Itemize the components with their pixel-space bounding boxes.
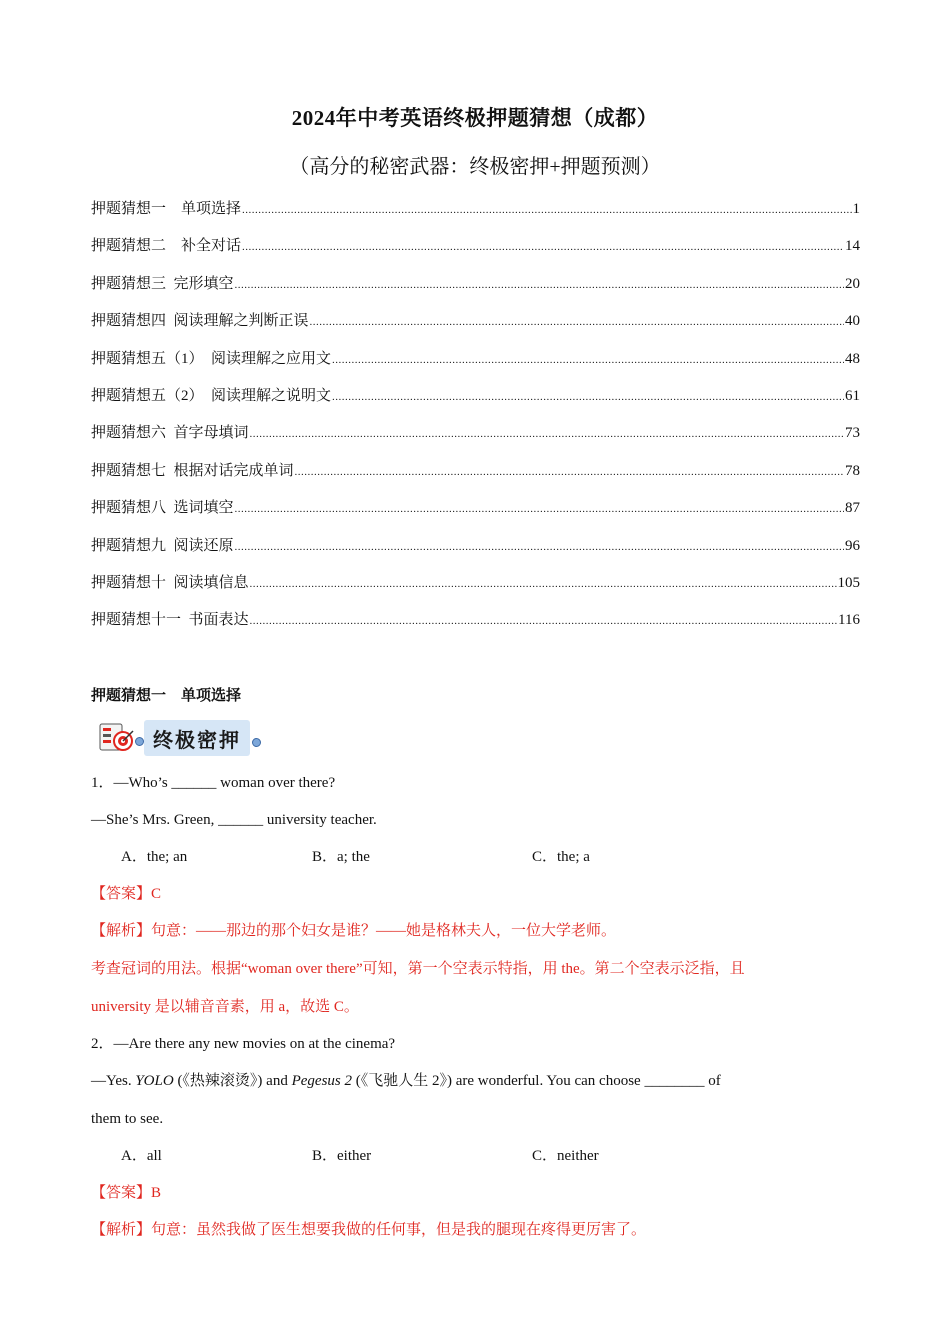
toc-entry[interactable] xyxy=(91,384,860,421)
toc-entry[interactable] xyxy=(91,234,860,271)
question-2-analysis xyxy=(91,1218,646,1242)
analysis-text: 句意：虽然我做了医生想要我做的任何事，但是我的腿现在疼得更厉害了。 xyxy=(151,1222,647,1238)
toc-page-number: 40 xyxy=(845,313,860,330)
question-1-prompt: 1．—Who’s ______ woman over there? xyxy=(91,775,336,791)
document-subtitle: （高分的秘密武器：终极密押+押题预测） xyxy=(289,156,661,178)
toc-entry-label: 押题猜想九 阅读还原 xyxy=(91,537,234,554)
toc-entry[interactable] xyxy=(91,421,860,458)
toc-leader xyxy=(235,273,844,297)
toc-page-number: 105 xyxy=(837,574,860,591)
toc-leader xyxy=(235,535,844,559)
target-board-icon xyxy=(99,722,135,754)
toc-page-number: 73 xyxy=(845,425,860,442)
question-1-reply: —She’s Mrs. Green, ______ university teacher. xyxy=(91,812,377,828)
toc-entry[interactable] xyxy=(91,608,860,645)
reply-text: (《飞驰人生 2》) are wonderful. You can choose ________ of xyxy=(352,1073,721,1089)
toc-page-number: 61 xyxy=(845,387,860,404)
toc-leader xyxy=(235,497,844,521)
toc-entry[interactable] xyxy=(91,534,860,571)
toc-entry-label: 押题猜想七 根据对话完成单词 xyxy=(91,462,294,479)
toc-leader xyxy=(250,422,844,446)
toc-leader xyxy=(242,235,844,259)
banner-label-box xyxy=(144,720,250,756)
toc-entry-label: 押题猜想四 阅读理解之判断正误 xyxy=(91,313,309,330)
section-heading: 押题猜想一 单项选择 xyxy=(91,688,242,704)
option-c: C．neither xyxy=(532,1148,599,1164)
toc-entry[interactable] xyxy=(91,459,860,496)
question-2-answer: 【答案】B xyxy=(91,1185,162,1201)
toc-page-number: 96 xyxy=(845,537,860,554)
banner-label: 终极密押 xyxy=(153,727,241,752)
toc-entry-label: 押题猜想三 完形填空 xyxy=(91,275,234,292)
toc-entry-label: 押题猜想二 补全对话 xyxy=(91,238,242,255)
banner-dot xyxy=(252,738,261,747)
reply-text: —Yes. xyxy=(91,1073,136,1089)
toc-entry-label: 押题猜想十 阅读填信息 xyxy=(91,574,249,591)
toc-entry[interactable] xyxy=(91,309,860,346)
toc-page-number: 87 xyxy=(845,500,860,517)
banner-dot xyxy=(135,737,144,746)
table-of-contents xyxy=(91,197,860,646)
option-a: A．the; an xyxy=(121,849,188,865)
reply-text: (《热辣滚烫》) and xyxy=(173,1073,292,1089)
question-2-reply xyxy=(91,1069,721,1093)
toc-entry[interactable] xyxy=(91,571,860,608)
toc-entry-label: 押题猜想八 选词填空 xyxy=(91,500,234,517)
document-title: 2024年中考英语终极押题猜想（成都） xyxy=(291,106,659,130)
option-a: A．all xyxy=(121,1148,162,1164)
question-1-analysis xyxy=(91,919,616,943)
toc-entry[interactable] xyxy=(91,272,860,309)
option-b: B．a; the xyxy=(312,849,370,865)
toc-entry[interactable] xyxy=(91,197,860,234)
toc-page-number: 48 xyxy=(845,350,860,367)
option-b: B．either xyxy=(312,1148,372,1164)
toc-page-number: 20 xyxy=(845,275,860,292)
question-2-reply-continued: them to see. xyxy=(91,1111,164,1127)
question-1-analysis-detail: 考查冠词的用法。根据“woman over there”可知，第一个空表示特指，用 the。第二个空表示泛指，且 xyxy=(91,961,745,977)
toc-entry[interactable] xyxy=(91,496,860,533)
analysis-text: 句意：——那边的那个妇女是谁？——她是格林夫人，一位大学老师。 xyxy=(151,923,617,939)
analysis-label: 【解析】 xyxy=(91,923,152,939)
movie-title: YOLO xyxy=(135,1073,174,1089)
option-c: C．the; a xyxy=(532,849,590,865)
section-banner xyxy=(99,720,264,758)
toc-leader xyxy=(310,310,844,334)
toc-page-number: 14 xyxy=(845,238,860,255)
toc-entry-label: 押题猜想六 首字母填词 xyxy=(91,425,249,442)
toc-entry-label: 押题猜想十一 书面表达 xyxy=(91,612,249,629)
toc-page-number: 116 xyxy=(838,612,860,629)
toc-entry-label: 押题猜想五（2） 阅读理解之说明文 xyxy=(91,387,332,404)
toc-leader xyxy=(250,609,838,633)
analysis-label: 【解析】 xyxy=(91,1222,152,1238)
toc-page-number: 78 xyxy=(845,462,860,479)
toc-leader xyxy=(250,572,837,596)
movie-title: Pegesus 2 xyxy=(291,1073,352,1089)
toc-leader xyxy=(295,460,844,484)
question-1-answer: 【答案】C xyxy=(91,886,162,902)
toc-entry[interactable] xyxy=(91,347,860,384)
toc-leader xyxy=(332,348,844,372)
toc-entry-label: 押题猜想一 单项选择 xyxy=(91,201,242,217)
question-2-prompt: 2．—Are there any new movies on at the cinema? xyxy=(91,1036,396,1052)
toc-leader xyxy=(242,198,851,222)
question-1-analysis-conclusion: university 是以辅音音素，用 a，故选 C。 xyxy=(91,999,359,1015)
toc-entry-label: 押题猜想五（1） 阅读理解之应用文 xyxy=(91,350,332,367)
toc-leader xyxy=(332,385,844,409)
toc-page-number: 1 xyxy=(852,201,860,217)
